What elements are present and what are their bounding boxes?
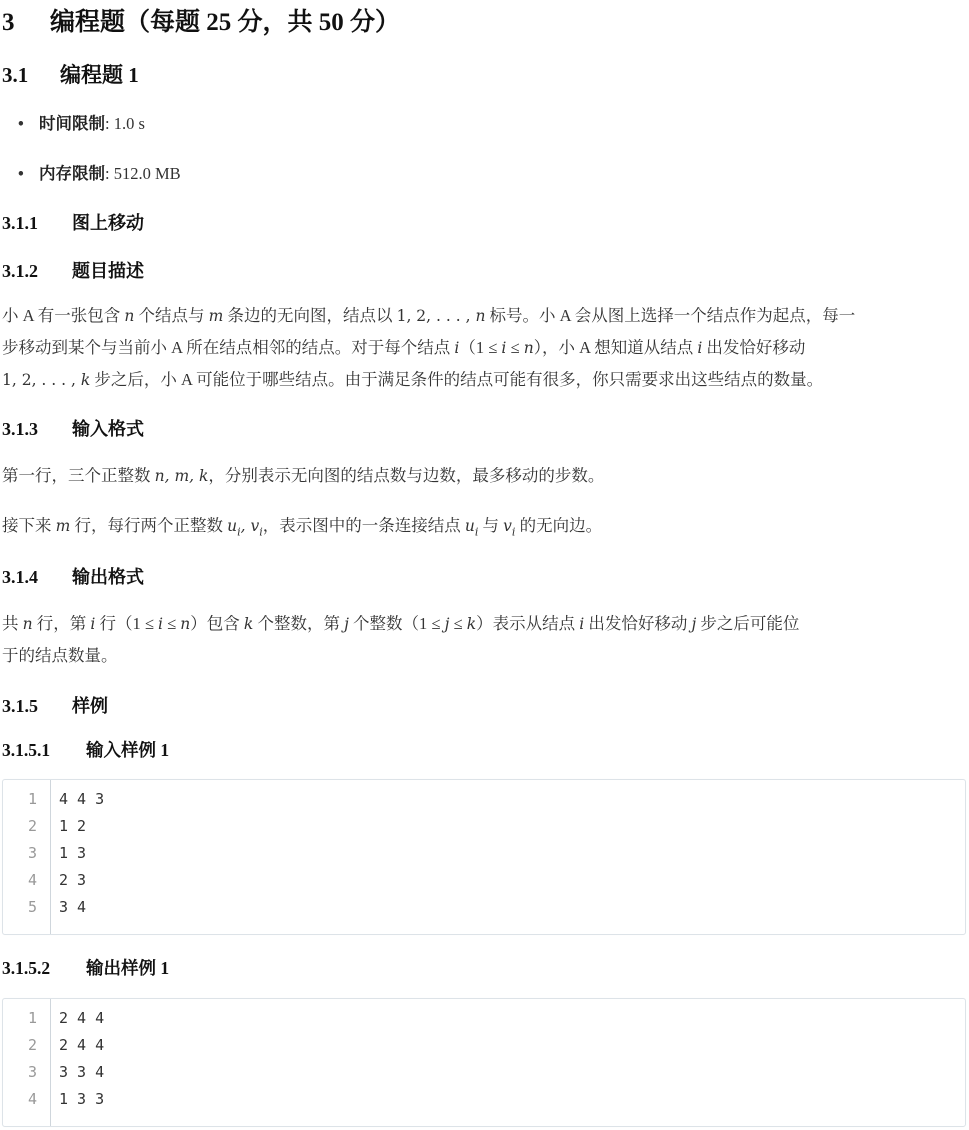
subsection-title: 图上移动: [72, 213, 144, 233]
math-symbol: i: [697, 339, 703, 357]
bullet-dot: •: [18, 164, 24, 183]
problem-description: [2, 300, 967, 396]
code-text: 1 3 3: [59, 1090, 105, 1108]
math-symbol: n: [180, 615, 191, 633]
sample-input-heading: [2, 737, 169, 762]
time-limit-item: [18, 110, 145, 134]
chapter-heading: [2, 2, 400, 38]
line-number: 1: [27, 1009, 37, 1027]
math-symbol: u: [464, 517, 475, 535]
math-symbol: i: [90, 615, 96, 633]
code-text: 2 3: [59, 871, 87, 889]
text-run: ）表示从结点: [476, 614, 580, 633]
subsection-heading-output-format: [2, 563, 144, 589]
subsection-number: 3.1.2: [2, 261, 38, 281]
code-line: [3, 1036, 965, 1063]
subsection-heading-description: [2, 257, 144, 283]
text-run: 与: [478, 516, 504, 535]
subsection-heading-samples: [2, 692, 108, 718]
math-symbol: m: [55, 517, 71, 535]
line-number: 4: [27, 871, 37, 889]
output-format-line-1: [2, 608, 967, 640]
math-symbol: m: [208, 307, 224, 325]
description-line-3: [2, 364, 967, 396]
chapter-number: 3: [2, 9, 15, 36]
math-symbol: n: [475, 307, 486, 325]
text-run: 步移动到某个与当前小 A 所在结点相邻的结点。对于每个结点: [2, 338, 455, 357]
math-symbol: i: [474, 525, 479, 539]
time-limit-label: 时间限制: [39, 114, 105, 133]
math-symbol: k: [243, 615, 254, 633]
math-symbol: k: [80, 371, 91, 389]
text-run: 接下来: [2, 516, 56, 535]
time-limit-value: 1.0 s: [113, 114, 145, 133]
text-run: 小 A 有一张包含: [2, 306, 125, 325]
text-run: 的无向边。: [515, 516, 603, 535]
code-line: [3, 1090, 965, 1117]
memory-limit-label: 内存限制: [39, 164, 105, 183]
description-line-1: [2, 300, 967, 332]
subsection-number: 3.1.5: [2, 696, 38, 716]
memory-limit-item: [18, 160, 181, 184]
line-number: 2: [27, 1036, 37, 1054]
line-number: 3: [27, 844, 37, 862]
section-number: 3.1: [2, 63, 29, 87]
math-symbol: i: [501, 339, 507, 357]
math-symbol: n, m, k: [154, 467, 209, 485]
math-symbol: 1, 2, . . . ,: [396, 307, 476, 325]
math-symbol: j: [444, 615, 450, 633]
sample-output-heading: [2, 955, 169, 980]
subsection-title: 输出样例 1: [86, 958, 170, 978]
sample-output-code-block[interactable]: [2, 998, 966, 1127]
subsection-title: 输出格式: [72, 567, 144, 587]
text-run: ≤: [449, 614, 467, 633]
code-line: [3, 1009, 965, 1036]
text-run: 步之后，小 A 可能位于哪些结点。由于满足条件的结点可能有很多，你只需要求出这些结点的数量。: [90, 370, 824, 389]
text-run: 第一行，三个正整数: [2, 466, 155, 485]
math-symbol: v: [250, 517, 260, 535]
math-symbol: n: [124, 307, 135, 325]
text-run: 出发恰好移动: [584, 614, 692, 633]
input-format-line-2: [2, 510, 967, 547]
code-line: [3, 790, 965, 817]
math-symbol: i: [237, 525, 241, 539]
text-run: 共: [2, 614, 23, 633]
math-symbol: 1, 2, . . . ,: [2, 371, 81, 389]
math-symbol: j: [691, 615, 697, 633]
section-heading: [2, 59, 139, 89]
code-line: [3, 1063, 965, 1090]
line-number: 3: [27, 1063, 37, 1081]
description-line-2: [2, 332, 967, 364]
text-run: 行（1 ≤: [95, 614, 159, 633]
text-run: 个整数，第: [253, 614, 345, 633]
math-symbol: i: [511, 525, 516, 539]
memory-limit-sep: :: [105, 164, 114, 183]
text-run: 标号。小 A 会从图上选择一个结点作为起点，每一: [485, 306, 856, 325]
text-run: 条边的无向图，结点以: [223, 306, 397, 325]
memory-limit-value: 512.0 MB: [113, 164, 181, 183]
text-run: ），小 A 想知道从结点: [533, 338, 698, 357]
text-run: ，表示图中的一条连接结点: [262, 516, 465, 535]
math-symbol: i: [454, 339, 460, 357]
code-text: 3 4: [59, 898, 87, 916]
text-run: 个结点与: [134, 306, 209, 325]
code-text: 4 4 3: [59, 790, 105, 808]
math-symbol: k: [466, 615, 477, 633]
text-run: 步之后可能位: [696, 614, 800, 633]
sample-input-code-block[interactable]: [2, 779, 966, 935]
line-number: 4: [27, 1090, 37, 1108]
subsection-title: 输入样例 1: [86, 740, 170, 760]
text-run: 个整数（1 ≤: [348, 614, 445, 633]
subsection-heading-problem-name: [2, 209, 144, 235]
math-symbol: n: [22, 615, 33, 633]
chapter-title: 编程题（每题 25 分，共 50 分）: [50, 9, 401, 36]
text-run: ≤: [162, 614, 181, 633]
code-text: 2 4 4: [59, 1009, 105, 1027]
line-number: 1: [27, 790, 37, 808]
code-line: [3, 844, 965, 871]
subsection-number: 3.1.5.2: [2, 958, 51, 978]
math-symbol: n: [523, 339, 534, 357]
subsection-heading-input-format: [2, 415, 144, 441]
time-limit-sep: :: [105, 114, 114, 133]
section-title: 编程题 1: [60, 63, 139, 87]
code-text: 3 3 4: [59, 1063, 105, 1081]
math-symbol: i: [158, 615, 163, 633]
code-line: [3, 898, 965, 925]
code-text: 2 4 4: [59, 1036, 105, 1054]
output-format-text: [2, 608, 967, 671]
code-text: 1 3: [59, 844, 87, 862]
input-format-line-1: [2, 460, 967, 492]
subsection-number: 3.1.1: [2, 213, 38, 233]
subsection-title: 输入格式: [72, 419, 144, 439]
text-run: 行，每行两个正整数: [70, 516, 228, 535]
code-line: [3, 871, 965, 898]
subsection-title: 题目描述: [72, 261, 144, 281]
subsection-number: 3.1.5.1: [2, 740, 51, 760]
math-symbol: i: [259, 525, 263, 539]
text-run: ）包含: [190, 614, 244, 633]
output-format-line-2: 于的结点数量。: [2, 646, 118, 665]
subsection-number: 3.1.4: [2, 567, 38, 587]
text-run: ，分别表示无向图的结点数与边数，最多移动的步数。: [208, 466, 605, 485]
math-symbol: j: [344, 615, 349, 633]
math-symbol: u: [227, 517, 238, 535]
text-run: （1 ≤: [459, 338, 502, 357]
line-number: 2: [27, 817, 37, 835]
subsection-title: 样例: [72, 696, 108, 716]
line-number: 5: [27, 898, 37, 916]
code-text: 1 2: [59, 817, 87, 835]
bullet-dot: •: [18, 114, 24, 133]
math-symbol: v: [503, 517, 512, 535]
text-run: 出发恰好移动: [702, 338, 806, 357]
code-line: [3, 817, 965, 844]
math-symbol: i: [579, 615, 585, 633]
text-run: 行，第: [32, 614, 91, 633]
subsection-number: 3.1.3: [2, 419, 38, 439]
text-run: ≤: [506, 338, 524, 357]
math-symbol: ,: [240, 517, 251, 535]
